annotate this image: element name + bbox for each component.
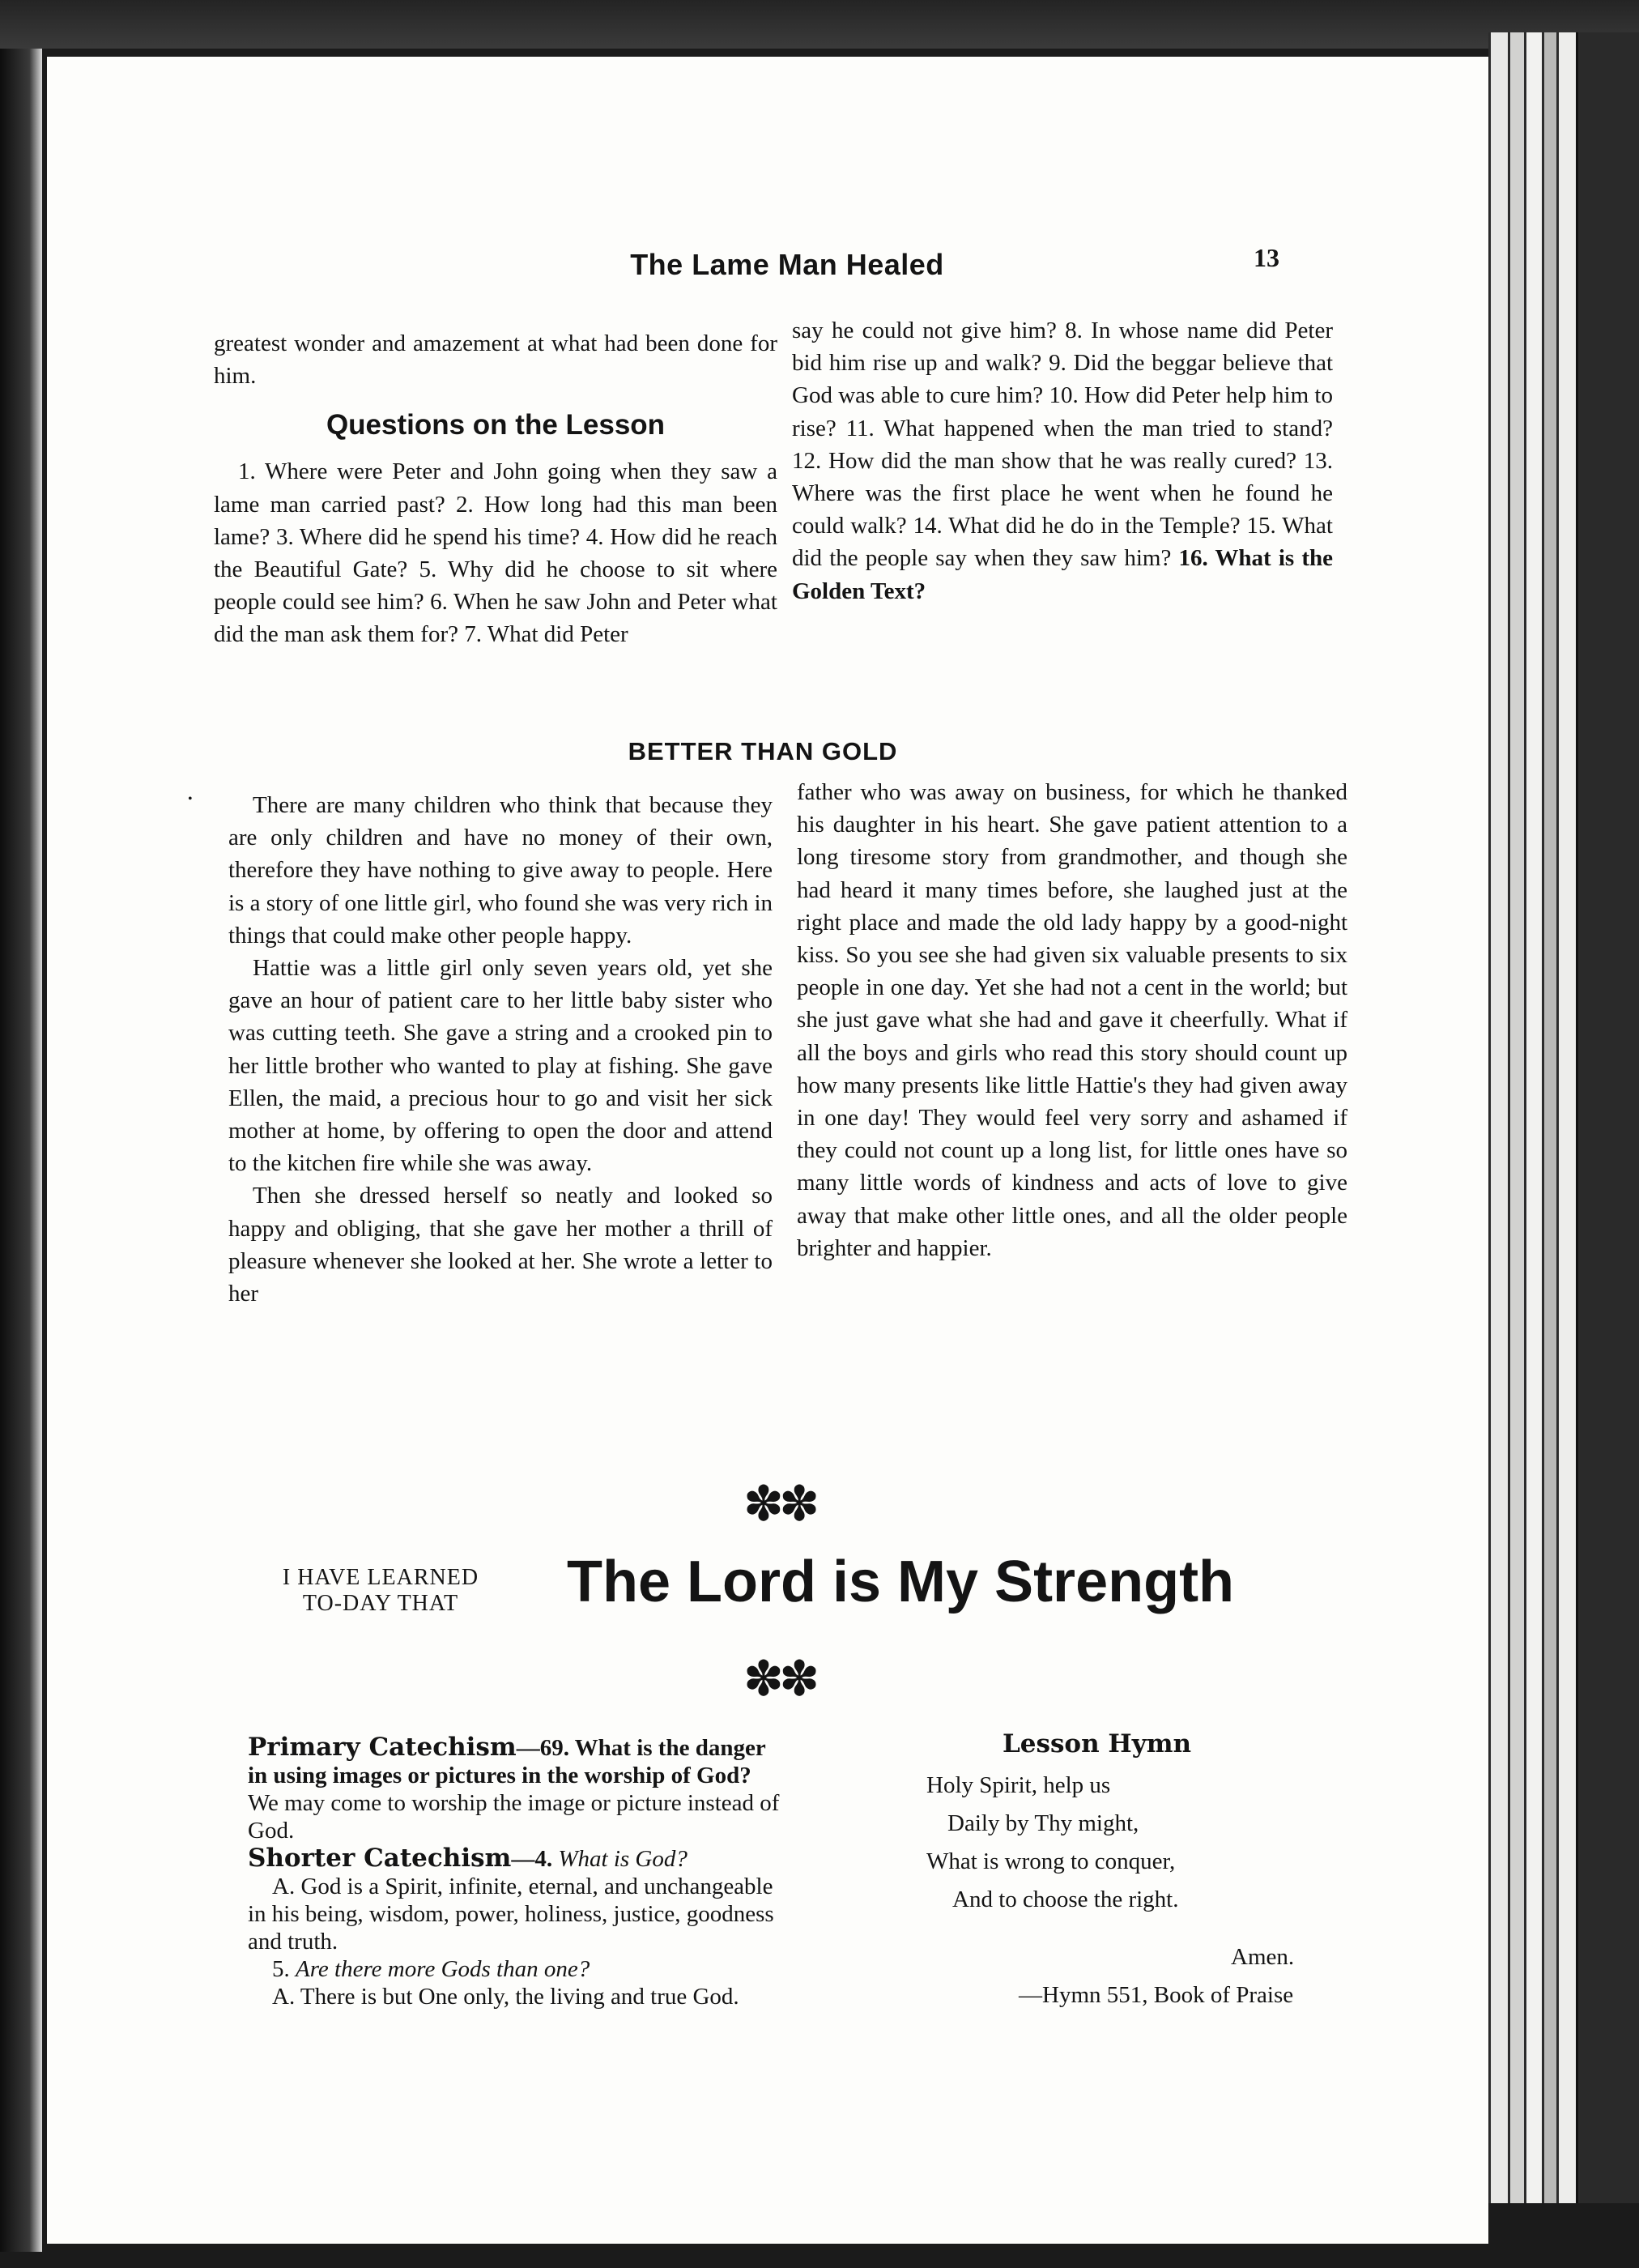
hymn-line: Daily by Thy might, — [947, 1810, 1139, 1836]
story-title: BETTER THAN GOLD — [628, 737, 898, 765]
story-paragraph: Hattie was a little girl only seven years old, yet she gave an hour of patient care to her little baby sister who was cutting teeth. She gave a string and a crooked pin to her little brother who wanted to play at fishing. She gave Ellen, the maid, a precious hour to go and visit her sick mother at home, by offering to open the door and attend to the kitchen fire while she was away. — [228, 955, 773, 1177]
left-column-top — [214, 327, 777, 651]
banner-lead-line1: I HAVE LEARNED — [282, 1565, 479, 1590]
questions-text-right: say he could not give him? 8. In whose name did Peter bid him rise up and walk? 9. Did the beggar believe that God was able to cure him? 10. How did Peter help him to rise? 11. What happened when the man tried to stand? 12. How did the man show that he was really cured? 13. Where was the first place he went when he found he could walk? 14. What did he do in the Temple? 15. What did the people say when they saw him? 16. What is the Golden Text? — [792, 318, 1333, 604]
book-cover-edge — [1576, 32, 1639, 2203]
answer-5: A. There is but One only, the living and true God. — [272, 1984, 739, 2010]
banner-lead-line2: TO-DAY THAT — [302, 1591, 459, 1616]
shorter-catechism-question: What is God? — [558, 1846, 688, 1872]
catechism-block — [248, 1733, 787, 2010]
scan-top-edge — [0, 0, 1639, 49]
margin-dot: • — [188, 792, 193, 806]
hymn-source: —Hymn 551, Book of Praise — [1019, 1982, 1294, 2008]
story-paragraph: There are many children who think that because they are only children and have no money of their own, therefore they have nothing to give away to people. Here is a story of one little girl, who found she was very rich in things that could make other people happy. — [228, 792, 773, 949]
questions-text-left: 1. Where were Peter and John going when they saw a lame man carried past? 2. How long had this man been lame? 3. Where did he spend his time? 4. How did he reach the Beautiful Gate? 5. Why did he choose to sit where people could see him? 6. When he saw John and Peter what did the man ask them for? 7. What did Peter — [214, 458, 777, 648]
hymn-title: Lesson Hymn — [1003, 1729, 1192, 1759]
primary-catechism — [248, 1733, 787, 1844]
primary-catechism-answer: We may come to worship the image or picture instead of God. — [248, 1790, 780, 1844]
book-gutter — [0, 49, 42, 2252]
shorter-catechism-number: —4. — [511, 1846, 553, 1872]
page-number: 13 — [1254, 243, 1279, 272]
shorter-catechism — [248, 1844, 787, 1873]
running-title: The Lame Man Healed — [630, 248, 944, 281]
story-right-column — [797, 776, 1347, 1264]
story-left-column — [228, 789, 773, 1310]
question-5 — [248, 1955, 787, 1983]
story-paragraph: father who was away on business, for which he thanked his daughter in his heart. She gave patient attention to a long tiresome story from grandmother, and though she had heard it many times before, she laughed just at the right place and made the old lady happy by a good-night kiss. So you see she had given six valuable presents to six people in one day. Yet she had not a cent in the world; but she just gave what she had and gave it cheerfully. What if all the boys and girls who read this story should count up how many presents like little Hattie's they had given away in one day! They would feel very sorry and ashamed if they could not count up a long list, for little ones have so many little words of kindness and acts of love to give away that make other little ones, and all the older people brighter and happier. — [797, 779, 1347, 1261]
hymn-line: Holy Spirit, help us — [926, 1772, 1111, 1798]
story-paragraph: Then she dressed herself so neatly and looked so happy and obliging, that she gave her mother a thrill of pleasure whenever she looked at her. She wrote a letter to her — [228, 1183, 773, 1307]
hymn-line: And to choose the right. — [952, 1886, 1179, 1912]
right-column-top — [792, 314, 1333, 608]
intro-continuation: greatest wonder and amazement at what had been done for him. — [214, 330, 777, 390]
lesson-hymn — [915, 1725, 1369, 2014]
page-stack-edge — [1556, 32, 1578, 2203]
shorter-catechism-answer: A. God is a Spirit, infinite, eternal, and unchangeable in his being, wisdom, power, holiness, justice, goodness and truth. — [248, 1874, 774, 1955]
page-stack-edge — [1488, 32, 1510, 2203]
primary-catechism-question: —69. What is the danger in using images or pictures in the worship of God? — [248, 1735, 766, 1788]
primary-catechism-label: Primary Catechism — [248, 1733, 517, 1762]
shorter-catechism-label: Shorter Catechism — [248, 1844, 512, 1873]
ornament-top: ✽✽ — [743, 1476, 815, 1533]
hymn-amen: Amen. — [1231, 1944, 1295, 1970]
golden-text-question: 16. What is the Golden Text? — [792, 545, 1333, 604]
hymn-line: What is wrong to conquer, — [926, 1848, 1176, 1874]
ornament-bottom: ✽✽ — [743, 1651, 815, 1707]
questions-heading: Questions on the Lesson — [326, 409, 666, 441]
banner-statement: The Lord is My Strength — [567, 1550, 1235, 1614]
banner-lead — [243, 1565, 518, 1617]
question-5-text: Are there more Gods than one? — [296, 1956, 590, 1982]
question-5-number: 5. — [272, 1956, 290, 1982]
